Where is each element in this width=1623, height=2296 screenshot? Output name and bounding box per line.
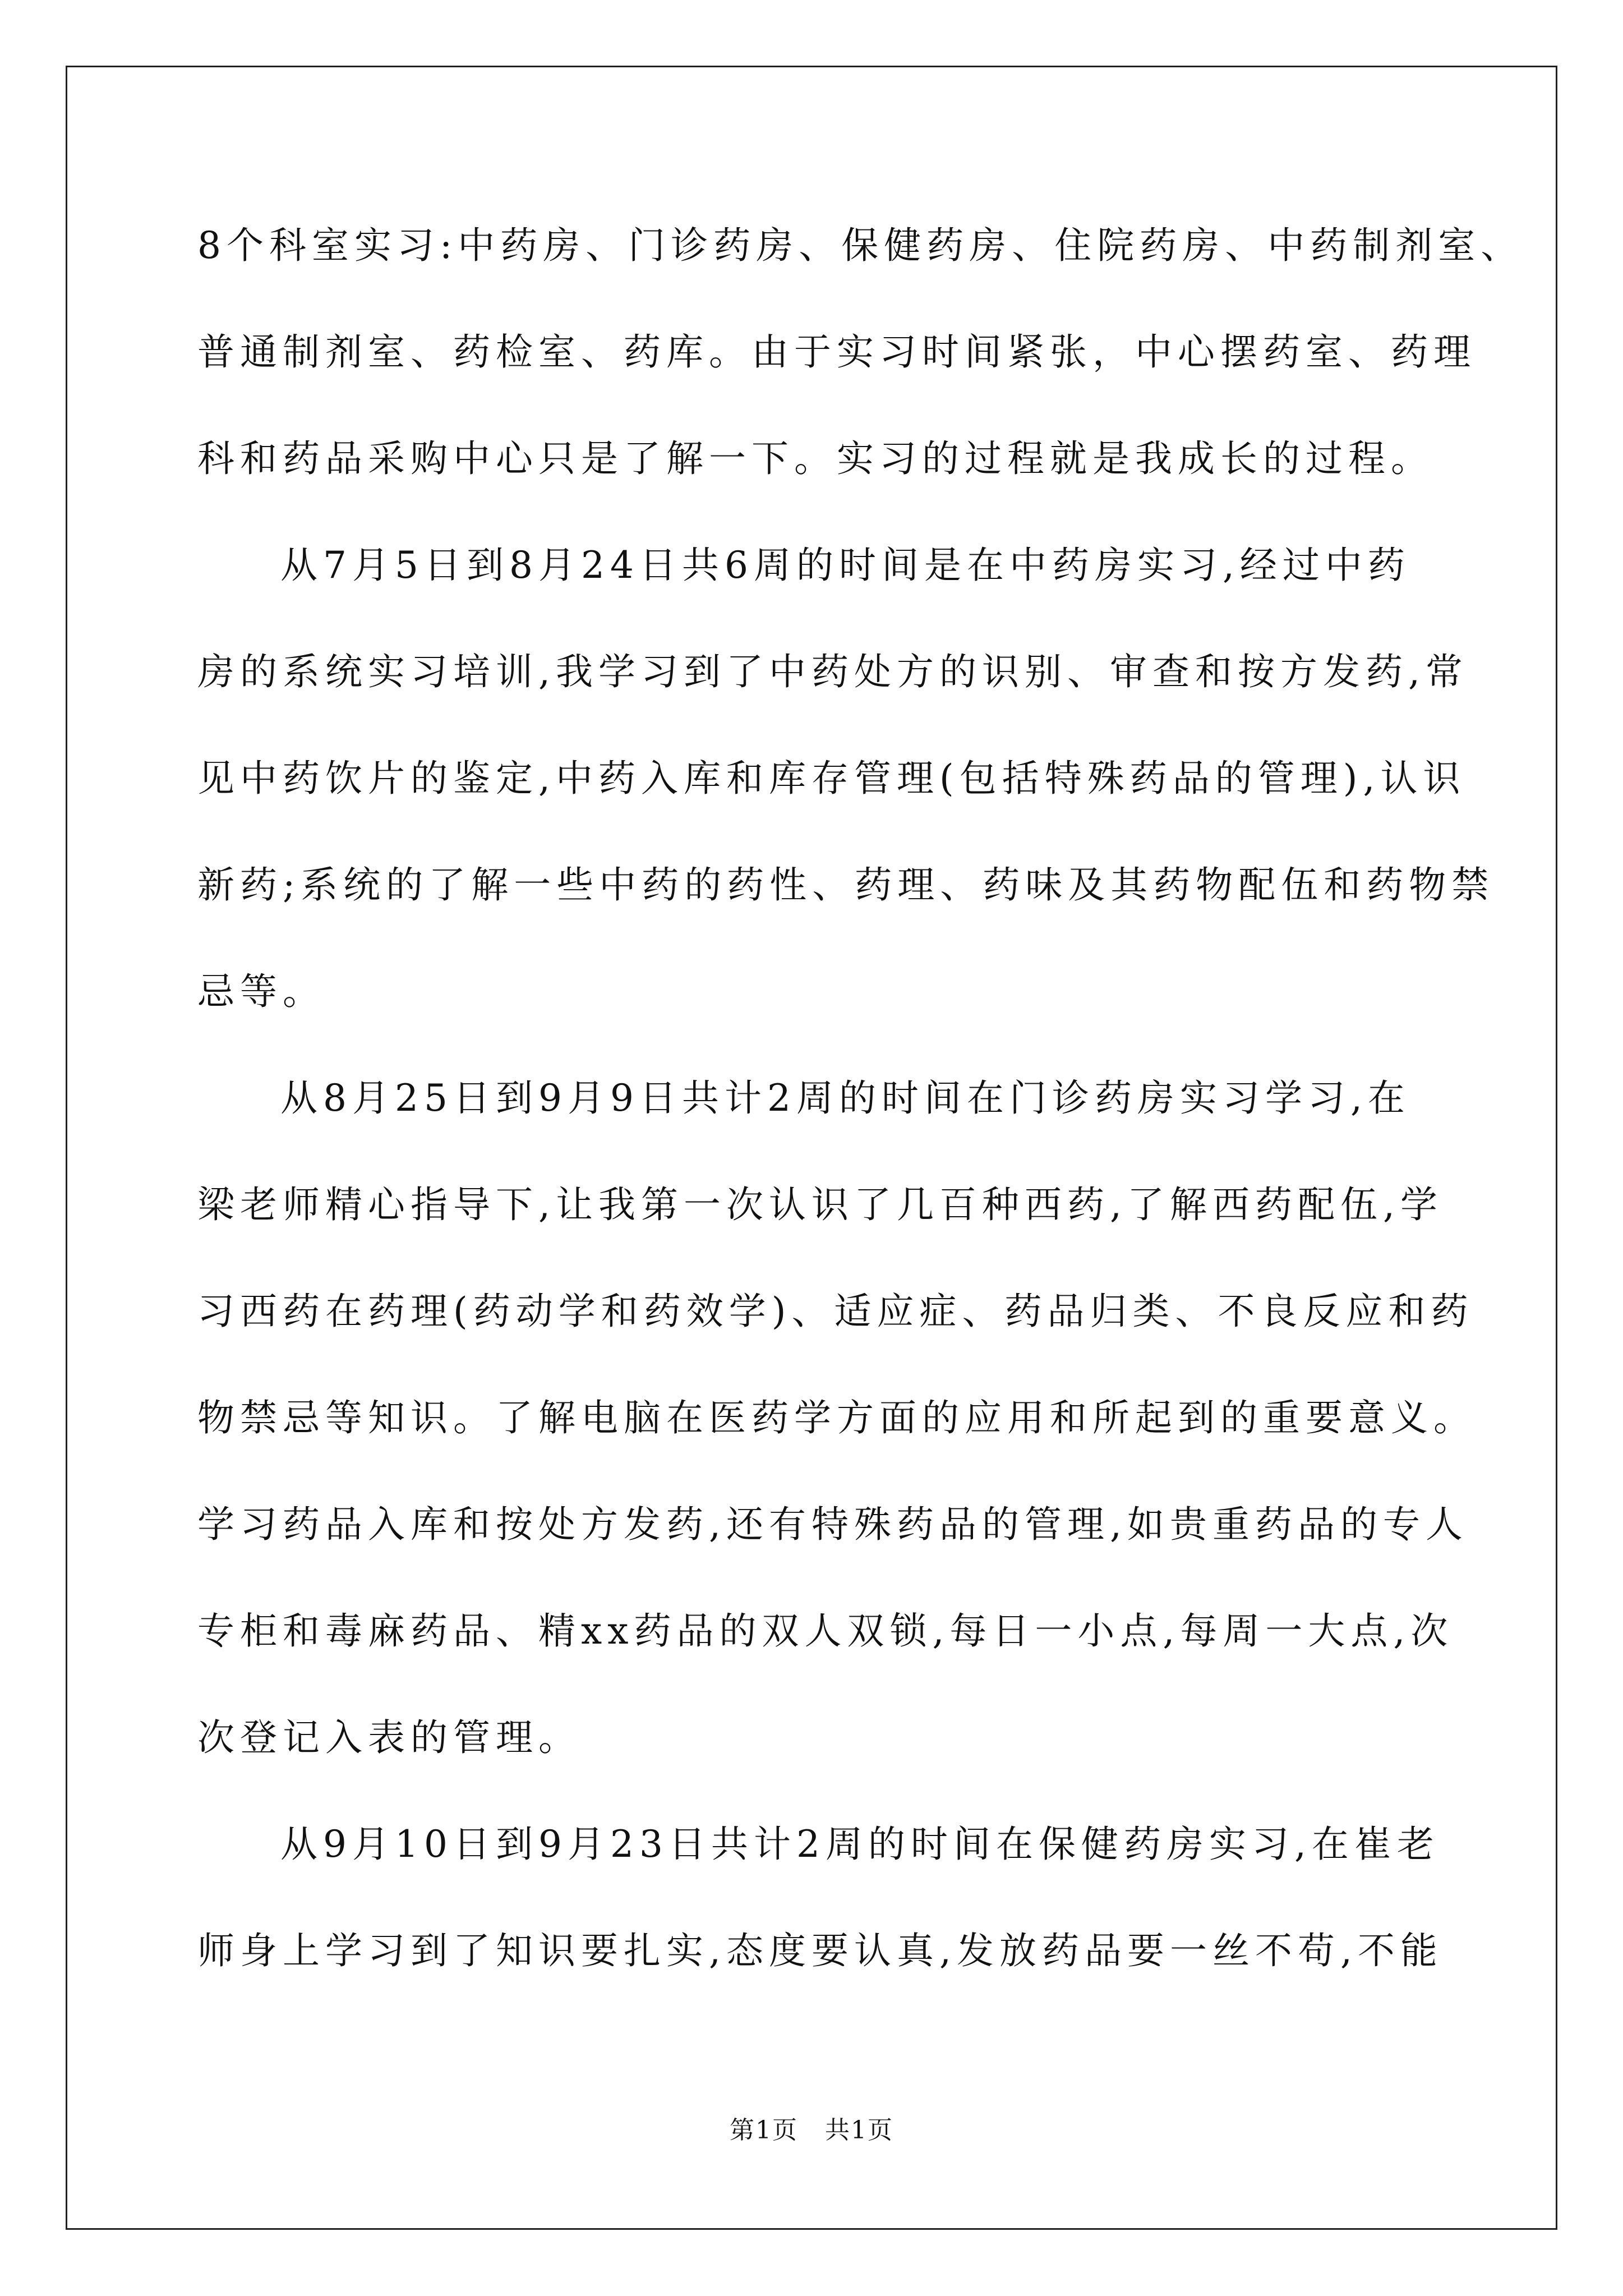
page-total: 共1页 (825, 2116, 893, 2145)
page-footer (0, 2115, 1623, 2146)
text-line: 学习药品入库和按处方发药,还有特殊药品的管理,如贵重药品的专人 (197, 1503, 1468, 1546)
paragraph-first-line: 从7月5日到8月24日共6周的时间是在中药房实习,经过中药 (280, 544, 1410, 587)
text-line: 梁老师精心指导下,让我第一次认识了几百种西药,了解西药配伍,学 (197, 1183, 1443, 1226)
page-number: 第1页 (730, 2116, 798, 2145)
page-border (66, 66, 1557, 2230)
text-line: 见中药饮片的鉴定,中药入库和库存管理(包括特殊药品的管理),认识 (197, 757, 1466, 800)
paragraph-first-line: 从9月10日到9月23日共计2周的时间在保健药房实习,在崔老 (280, 1823, 1440, 1866)
text-line: 次登记入表的管理。 (197, 1716, 581, 1759)
paragraph-first-line: 从8月25日到9月9日共计2周的时间在门诊药房实习学习,在 (280, 1076, 1410, 1120)
text-line: 房的系统实习培训,我学习到了中药处方的识别、审查和按方发药,常 (197, 650, 1468, 693)
text-line: 师身上学习到了知识要扎实,态度要认真,发放药品要一丝不苟,不能 (197, 1929, 1443, 1972)
text-line: 物禁忌等知识。了解电脑在医药学方面的应用和所起到的重要意义。 (197, 1396, 1476, 1439)
text-line: 习西药在药理(药动学和药效学)、适应症、药品归类、不良反应和药 (197, 1290, 1474, 1333)
text-line: 专柜和毒麻药品、精xx药品的双人双锁,每日一小点,每周一大点,次 (197, 1609, 1454, 1653)
text-line: 科和药品采购中心只是了解一下。实习的过程就是我成长的过程。 (197, 437, 1433, 480)
text-line: 新药;系统的了解一些中药的药性、药理、药味及其药物配伍和药物禁 (197, 863, 1495, 907)
text-line: 普通制剂室、药检室、药库。由于实习时间紧张，中心摆药室、药理 (197, 330, 1476, 374)
text-line: 8个科室实习:中药房、门诊药房、保健药房、住院药房、中药制剂室、 (197, 224, 1524, 267)
text-line: 忌等。 (197, 970, 325, 1013)
